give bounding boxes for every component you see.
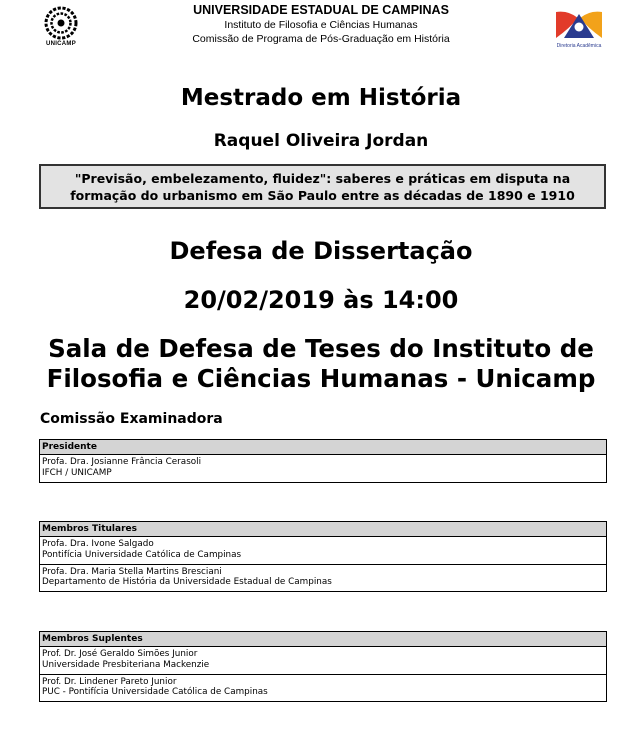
committee-heading: Comissão Examinadora <box>40 411 223 427</box>
dac-logo <box>550 8 608 54</box>
table-header: Membros Suplentes <box>40 632 606 647</box>
substitute-members-table <box>39 631 607 702</box>
table-header: Membros Titulares <box>40 522 606 537</box>
member-name: Profa. Dra. Ivone Salgado <box>42 539 154 549</box>
member-row <box>40 647 606 674</box>
university-name: UNIVERSIDADE ESTADUAL DE CAMPINAS <box>193 3 449 17</box>
member-name: Profa. Dra. Maria Stella Martins Bresciani <box>42 566 222 577</box>
commission-name: Comissão de Programa de Pós-Graduação em História <box>192 33 450 45</box>
member-row <box>40 674 606 702</box>
page-header <box>0 0 642 56</box>
member-affiliation: Pontifícia Universidade Católica de Campinas <box>42 549 242 560</box>
event-room: Sala de Defesa de Teses do Instituto de Filosofia e Ciências Humanas - Unicamp <box>46 334 596 393</box>
program-title: Mestrado em História <box>180 85 462 111</box>
member-row <box>40 455 606 482</box>
student-name: Raquel Oliveira Jordan <box>213 131 429 151</box>
thesis-title: "Previsão, embelezamento, fluidez": saberes e práticas em disputa na formação do urbanismo em São Paulo entre as décadas de 1890 e 1910 <box>70 170 575 203</box>
member-affiliation: PUC - Pontifícia Universidade Católica de Campinas <box>42 687 268 698</box>
header-text <box>120 3 522 46</box>
unicamp-logo-text: UNICAMP <box>45 41 77 47</box>
institute-name: Instituto de Filosofia e Ciências Humanas <box>224 19 418 31</box>
dac-emblem-icon <box>554 8 604 42</box>
member-affiliation: IFCH / UNICAMP <box>42 467 112 478</box>
member-name: Prof. Dr. Lindener Pareto Junior <box>42 676 177 687</box>
member-row <box>40 537 606 564</box>
member-affiliation: Departamento de História da Universidade Estadual de Campinas <box>42 577 332 588</box>
member-affiliation: Universidade Presbiteriana Mackenzie <box>42 659 210 670</box>
event-type: Defesa de Dissertação <box>169 237 473 265</box>
unicamp-emblem-icon <box>44 6 78 40</box>
event-datetime: 20/02/2019 às 14:00 <box>183 286 459 314</box>
member-name: Prof. Dr. José Geraldo Simões Junior <box>42 649 198 659</box>
member-name: Profa. Dra. Josianne Frância Cerasoli <box>42 457 202 467</box>
president-table <box>39 439 607 483</box>
dac-logo-text: Diretoria Acadêmica <box>556 43 602 49</box>
thesis-title-box <box>39 164 606 209</box>
member-row <box>40 564 606 592</box>
unicamp-logo <box>40 6 82 52</box>
titular-members-table <box>39 521 607 592</box>
table-header: Presidente <box>40 440 606 455</box>
